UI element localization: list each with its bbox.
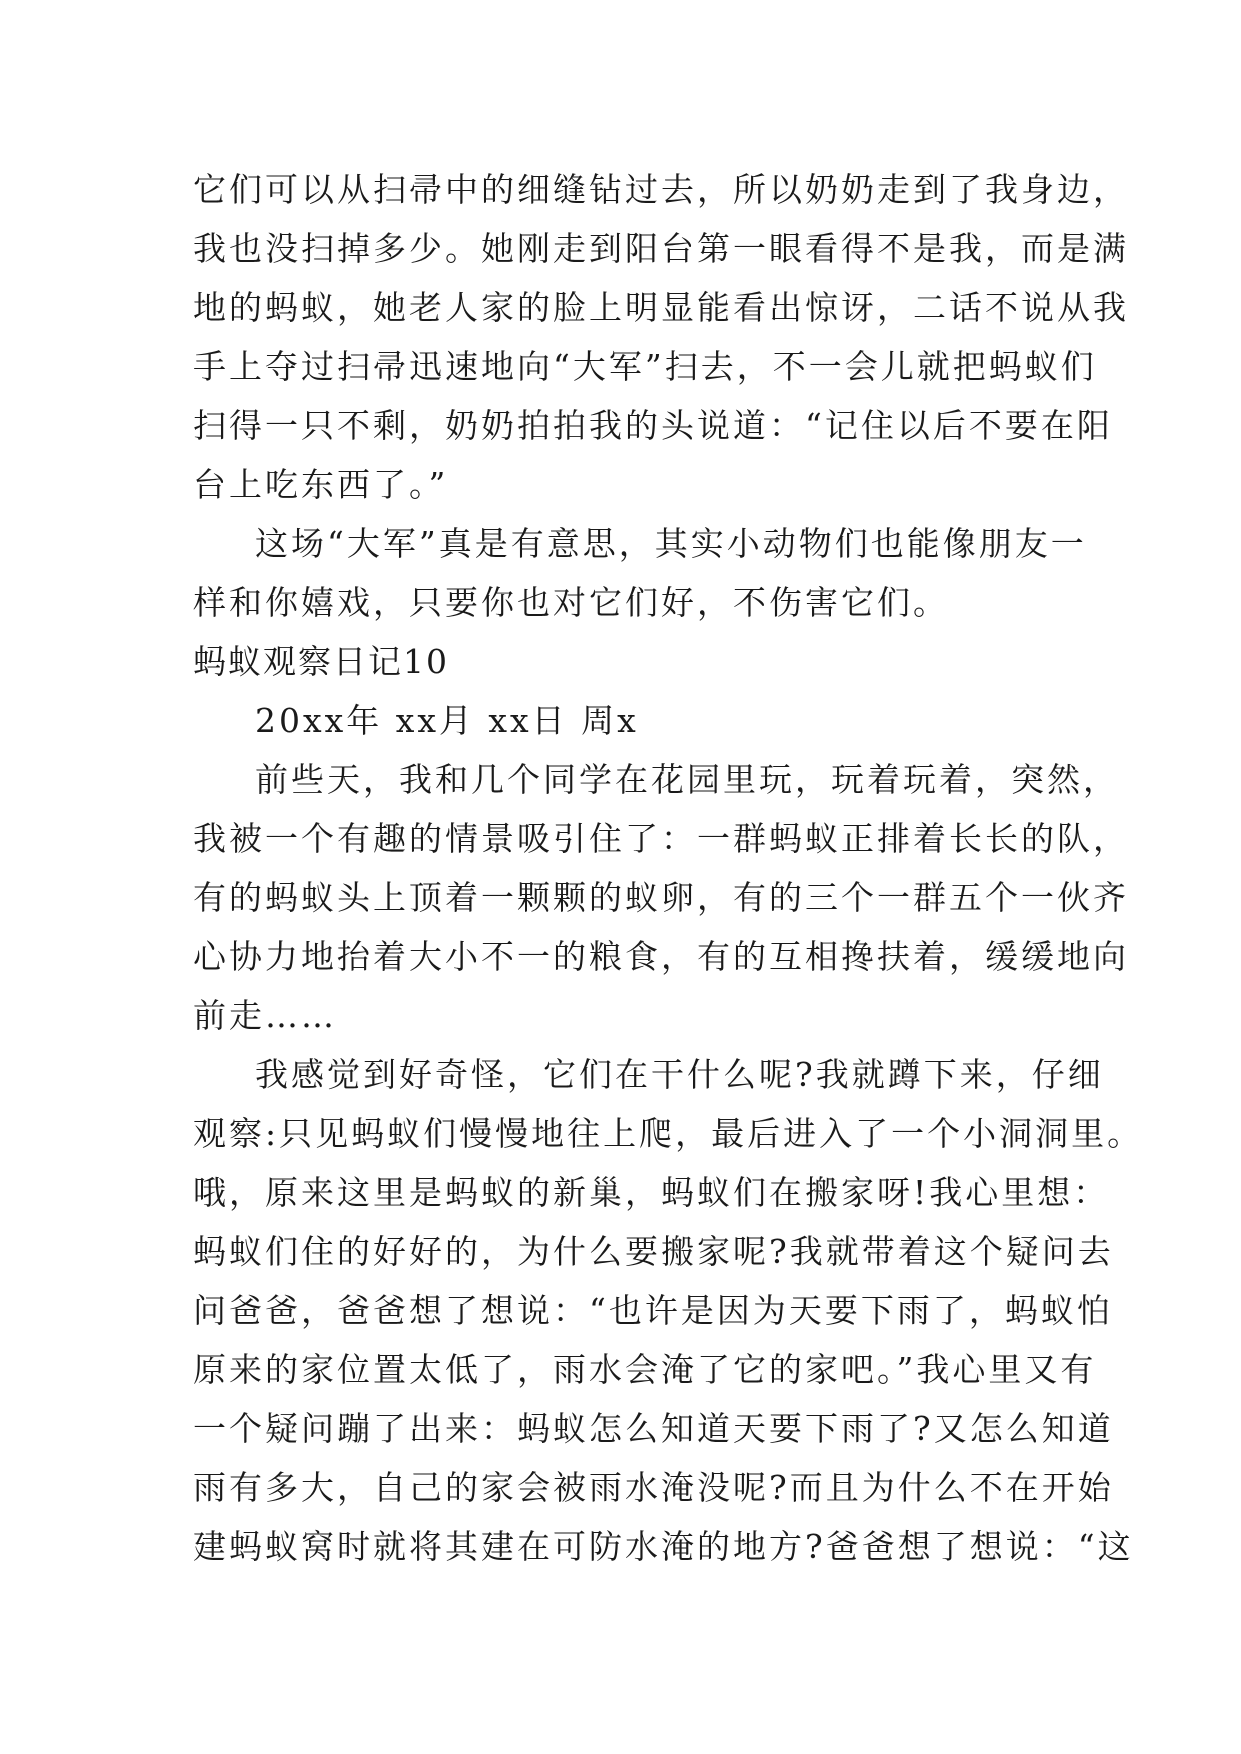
paragraph-4 (193, 1045, 1144, 1576)
text-line: 前些天，我和几个同学在花园里玩，玩着玩着，突然， (255, 760, 1119, 799)
text-line: 台上吃东西了。” (193, 465, 449, 504)
text-line: 我被一个有趣的情景吸引住了：一群蚂蚁正排着长长的队， (193, 819, 1129, 858)
paragraph-1 (193, 160, 1129, 514)
section-heading: 蚂蚁观察日记10 (193, 642, 449, 681)
text-line: 扫得一只不剩，奶奶拍拍我的头说道：“记住以后不要在阳 (193, 406, 1113, 445)
text-line: 建蚂蚁窝时就将其建在可防水淹的地方?爸爸想了想说：“这 (193, 1527, 1134, 1566)
text-line: 蚂蚁们住的好好的，为什么要搬家呢?我就带着这个疑问去 (193, 1232, 1114, 1271)
text-line: 一个疑问蹦了出来：蚂蚁怎么知道天要下雨了?又怎么知道 (193, 1409, 1114, 1448)
text-line: 前走…… (193, 996, 337, 1035)
document-page (193, 160, 1144, 1576)
date-line: 20xx年 xx月 xx日 周x (255, 701, 639, 740)
text-line: 地的蚂蚁，她老人家的脸上明显能看出惊讶，二话不说从我 (193, 288, 1129, 327)
text-line: 这场“大军”真是有意思，其实小动物们也能像朋友一 (255, 524, 1087, 563)
text-line: 手上夺过扫帚迅速地向“大军”扫去，不一会儿就把蚂蚁们 (193, 347, 1097, 386)
text-line: 我感觉到好奇怪，它们在干什么呢?我就蹲下来，仔细 (255, 1055, 1104, 1094)
text-line: 样和你嬉戏，只要你也对它们好，不伤害它们。 (193, 583, 949, 622)
text-line: 有的蚂蚁头上顶着一颗颗的蚁卵，有的三个一群五个一伙齐 (193, 878, 1129, 917)
text-line: 它们可以从扫帚中的细缝钻过去，所以奶奶走到了我身边， (193, 170, 1129, 209)
paragraph-2 (193, 514, 1087, 632)
text-line: 问爸爸，爸爸想了想说：“也许是因为天要下雨了，蚂蚁怕 (193, 1291, 1113, 1330)
paragraph-3 (193, 750, 1129, 1045)
text-line: 心协力地抬着大小不一的粮食，有的互相搀扶着，缓缓地向 (193, 937, 1129, 976)
text-line: 观察:只见蚂蚁们慢慢地往上爬，最后进入了一个小洞洞里。 (193, 1114, 1144, 1153)
text-line: 我也没扫掉多少。她刚走到阳台第一眼看得不是我，而是满 (193, 229, 1129, 268)
text-line: 雨有多大，自己的家会被雨水淹没呢?而且为什么不在开始 (193, 1468, 1114, 1507)
text-line: 哦，原来这里是蚂蚁的新巢，蚂蚁们在搬家呀!我心里想： (193, 1173, 1110, 1212)
text-line: 原来的家位置太低了，雨水会淹了它的家吧。”我心里又有 (193, 1350, 1097, 1389)
